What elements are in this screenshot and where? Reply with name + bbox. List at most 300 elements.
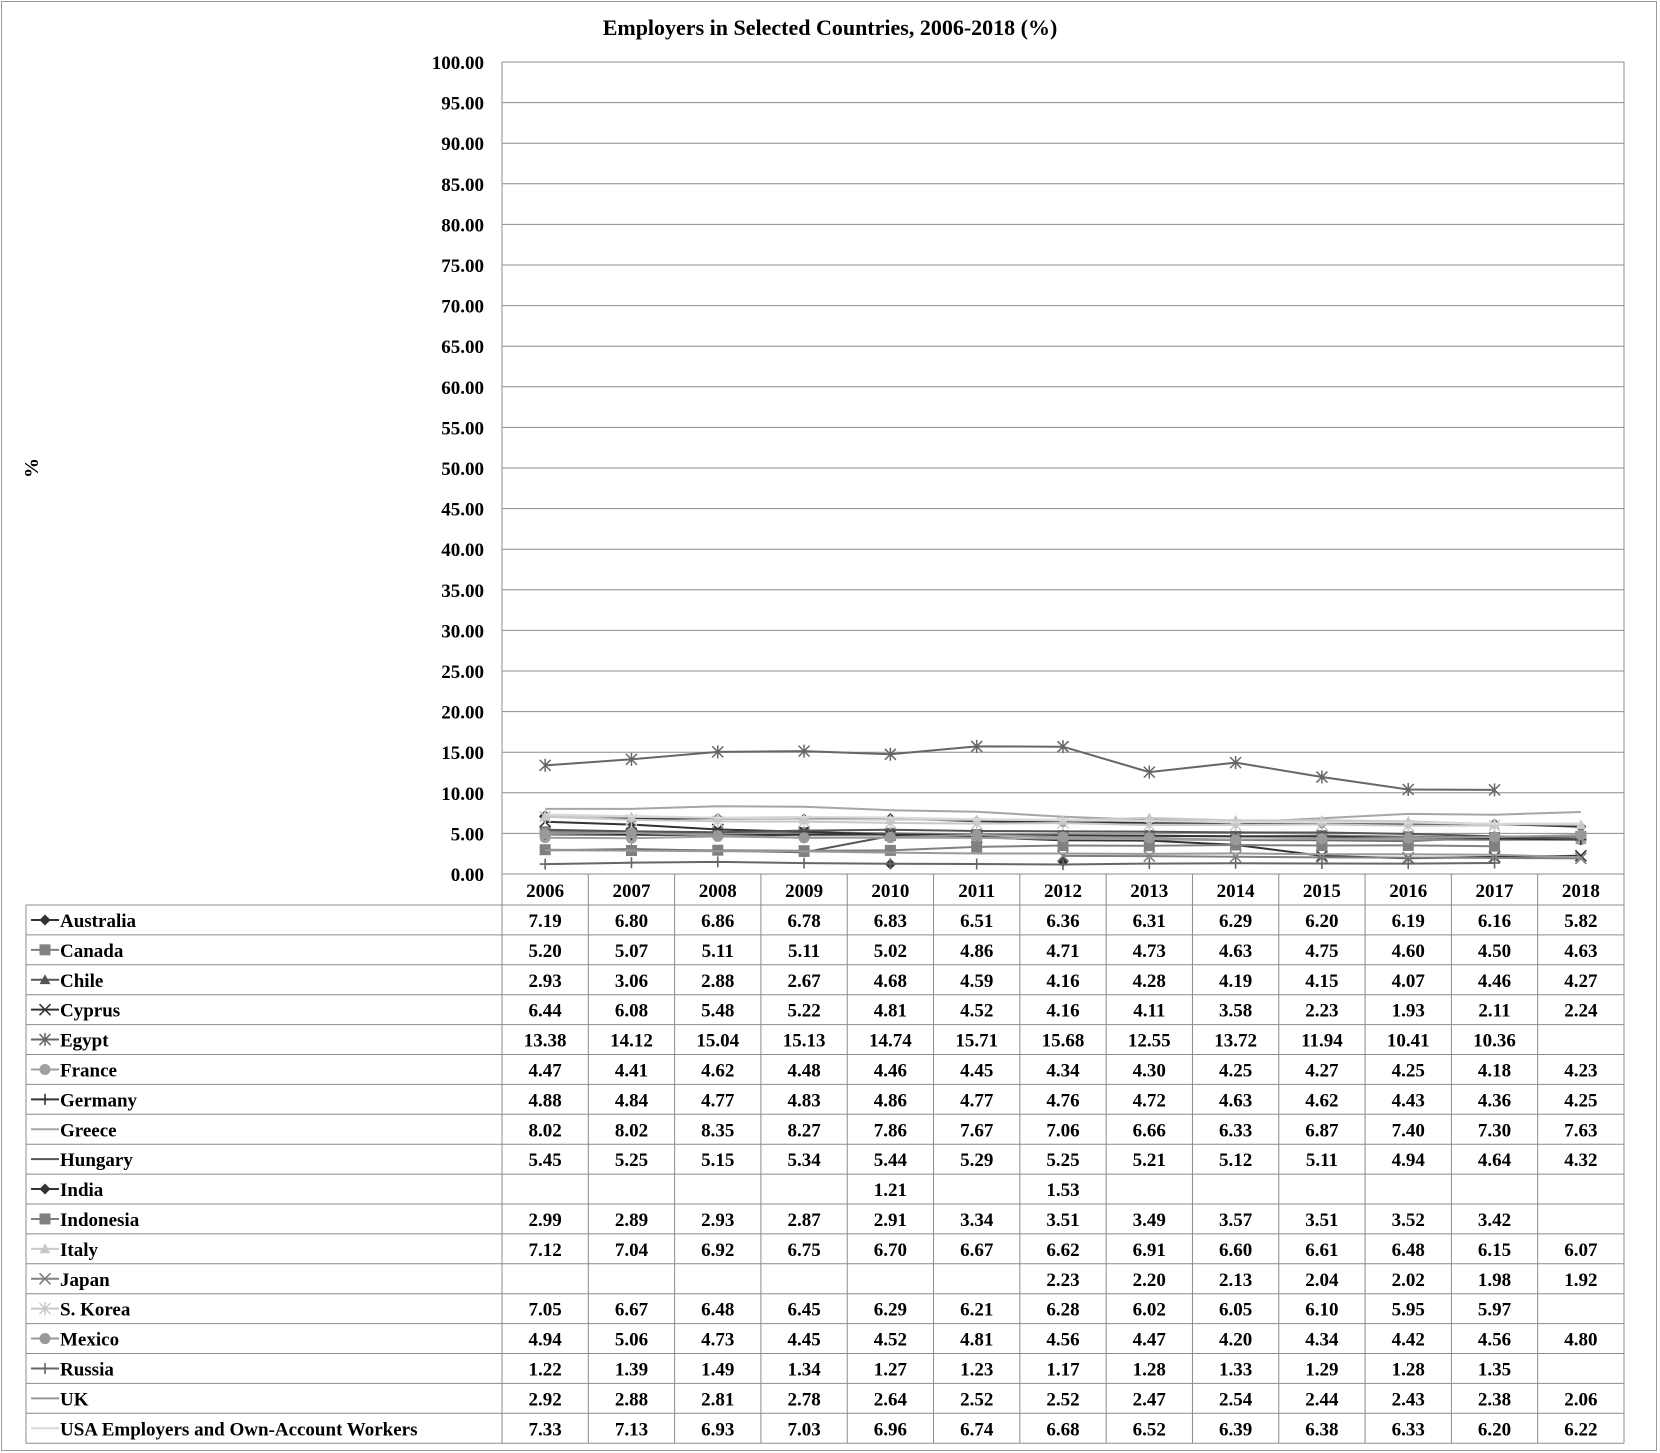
table-value: 3.51 [1305,1209,1339,1231]
table-value: 6.07 [1564,1239,1598,1261]
y-tick-label: 70.00 [441,296,484,318]
circle-marker [1489,831,1500,842]
table-value: 4.34 [1046,1060,1080,1082]
table-value: 6.75 [787,1239,821,1261]
table-value: 1.92 [1564,1269,1598,1291]
legend-key-cyprus [31,1004,59,1015]
x-tick-label: 2016 [1389,881,1428,902]
table-value: 4.25 [1564,1090,1598,1112]
table-value: 5.06 [614,1329,649,1351]
table-value: 7.19 [528,910,562,932]
table-value: 2.99 [528,1209,562,1231]
table-value: 5.22 [787,1000,821,1022]
table-value: 4.60 [1391,940,1425,962]
table-value: 4.62 [701,1060,735,1082]
table-value: 4.18 [1477,1060,1512,1082]
table-value: 5.82 [1564,910,1598,932]
table-value: 6.38 [1305,1419,1339,1441]
table-value: 6.86 [701,910,735,932]
table-value: 7.86 [873,1120,908,1142]
series-line [545,746,1494,790]
table-value: 4.46 [873,1060,908,1082]
table-value: 1.17 [1046,1359,1080,1381]
table-value: 2.87 [787,1209,821,1231]
plus-marker [1489,858,1500,869]
table-value: 2.20 [1132,1269,1166,1291]
table-value: 4.07 [1391,970,1425,992]
table-value: 4.41 [614,1060,649,1082]
table-value: 4.94 [528,1329,562,1351]
table-value: 6.62 [1046,1239,1080,1261]
table-value: 4.62 [1305,1090,1339,1112]
y-tick-label: 25.00 [441,662,484,683]
table-value: 4.50 [1477,940,1512,962]
table-value: 2.43 [1391,1389,1425,1411]
x-tick-label: 2017 [1475,881,1514,902]
table-value: 4.52 [873,1329,908,1351]
y-tick-label: 20.00 [441,702,484,724]
table-value: 2.78 [787,1389,821,1411]
table-value: 4.56 [1477,1329,1512,1351]
table-value: 1.93 [1391,1000,1425,1022]
x-tick-label: 2009 [785,881,824,902]
table-value: 8.35 [701,1120,735,1142]
table-value: 3.57 [1218,1209,1253,1231]
table-value: 6.67 [614,1299,649,1321]
table-value: 4.63 [1564,940,1598,962]
y-tick-label: 85.00 [441,174,484,196]
table-value: 1.21 [873,1180,908,1202]
table-value: 4.84 [614,1090,649,1112]
table-value: 10.36 [1473,1030,1516,1052]
table-value: 4.86 [873,1090,908,1112]
table-value: 5.15 [701,1150,735,1172]
table-value: 7.33 [528,1419,562,1441]
x-tick-label: 2018 [1561,881,1600,902]
table-value: 2.64 [873,1389,908,1411]
table-value: 4.23 [1564,1060,1598,1082]
y-tick-label: 100.00 [431,53,484,74]
table-value: 1.49 [701,1359,735,1381]
table-value: 6.08 [614,1000,649,1022]
circle-marker [971,829,982,840]
table-value: 4.59 [960,970,994,992]
legend-key-egypt [31,1033,59,1046]
table-value: 4.15 [1305,970,1339,992]
table-value: 15.04 [696,1030,740,1052]
table-value: 2.44 [1305,1389,1339,1411]
table-value: 5.11 [1305,1150,1339,1172]
diamond-marker [40,1184,51,1195]
table-value: 6.92 [701,1239,735,1261]
table-value: 6.44 [528,1000,562,1022]
circle-marker [40,1064,51,1075]
table-value: 5.12 [1218,1150,1253,1172]
table-value: 6.05 [1218,1299,1253,1321]
table-value: 5.11 [701,940,734,962]
diamond-marker [40,914,51,925]
table-value: 4.47 [528,1060,562,1082]
legend-label: Mexico [60,1329,120,1351]
table-value: 6.93 [701,1419,735,1441]
table-value: 6.15 [1477,1239,1512,1261]
data-table [26,874,1624,1443]
table-value: 4.46 [1477,970,1512,992]
table-value: 1.39 [614,1359,649,1381]
y-tick-label: 10.00 [441,783,484,805]
x-tick-label: 2015 [1302,881,1341,902]
table-value: 6.83 [873,910,908,932]
table-value: 1.23 [960,1359,994,1381]
table-value: 3.58 [1218,1000,1253,1022]
table-value: 4.75 [1305,940,1339,962]
table-value: 6.48 [701,1299,735,1321]
circle-marker [626,827,637,838]
table-value: 2.13 [1218,1269,1253,1291]
table-value: 4.73 [1132,940,1166,962]
legend-key-australia [31,914,59,925]
y-tick-label: 80.00 [441,215,484,237]
table-value: 1.98 [1477,1269,1512,1291]
table-value: 2.02 [1391,1269,1425,1291]
table-value: 4.48 [787,1060,821,1082]
series-egypt [540,740,1500,796]
legend-key-france [31,1064,59,1075]
y-tick-label: 40.00 [441,540,484,562]
table-value: 8.27 [787,1120,821,1142]
legend-label: Greece [60,1120,117,1142]
table-value: 3.49 [1132,1209,1166,1231]
table-value: 5.07 [614,940,649,962]
table-value: 4.81 [960,1329,994,1351]
table-value: 1.27 [873,1359,908,1381]
table-value: 4.47 [1132,1329,1166,1351]
table-value: 5.29 [960,1150,994,1172]
table-value: 2.93 [701,1209,735,1231]
table-value: 6.48 [1391,1239,1425,1261]
table-value: 5.45 [528,1150,562,1172]
table-value: 1.28 [1391,1359,1425,1381]
table-value: 7.04 [614,1239,649,1261]
plus-marker [971,859,982,870]
table-value: 1.22 [528,1359,562,1381]
table-value: 4.94 [1391,1150,1425,1172]
plus-marker [40,1094,51,1105]
plus-marker [540,859,551,870]
y-axis-ticks [432,53,484,886]
table-value: 4.34 [1305,1329,1339,1351]
circle-marker [1575,830,1586,841]
y-tick-label: 35.00 [441,580,484,602]
legend-key-germany [31,1094,59,1105]
table-value: 6.20 [1477,1419,1512,1441]
table-value: 2.88 [701,970,735,992]
table-value: 6.33 [1218,1120,1253,1142]
table-value: 3.42 [1477,1209,1512,1231]
legend-label: Cyprus [60,1000,121,1022]
table-value: 1.33 [1218,1359,1253,1381]
table-value: 2.88 [614,1389,649,1411]
table-value: 5.95 [1391,1299,1425,1321]
table-value: 4.68 [873,970,908,992]
x-tick-label: 2011 [958,881,996,902]
table-value: 4.11 [1133,1000,1166,1022]
table-value: 13.38 [523,1030,567,1052]
table-value: 6.20 [1305,910,1339,932]
table-value: 4.19 [1218,970,1253,992]
table-value: 6.45 [787,1299,821,1321]
legend-key-japan [31,1273,59,1284]
table-value: 6.39 [1218,1419,1253,1441]
plus-marker [712,856,723,867]
table-value: 2.06 [1564,1389,1598,1411]
plus-marker [40,1363,51,1374]
table-value: 6.61 [1305,1239,1339,1261]
table-value: 6.51 [960,910,994,932]
table-value: 4.42 [1391,1329,1425,1351]
table-value: 6.91 [1132,1239,1166,1261]
table-value: 6.19 [1391,910,1425,932]
table-value: 7.30 [1477,1120,1512,1142]
table-value: 4.25 [1218,1060,1253,1082]
table-value: 6.31 [1132,910,1166,932]
table-value: 7.03 [787,1419,821,1441]
table-value: 8.02 [614,1120,649,1142]
legend-label: Egypt [60,1030,109,1052]
table-value: 2.91 [873,1209,908,1231]
table-value: 6.67 [960,1239,994,1261]
table-value: 5.21 [1132,1150,1166,1172]
table-value: 4.25 [1391,1060,1425,1082]
table-value: 2.23 [1305,1000,1339,1022]
circle-marker [40,1333,51,1344]
table-value: 6.96 [873,1419,908,1441]
table-value: 2.81 [701,1389,735,1411]
series-line [545,862,1494,865]
table-value: 11.94 [1301,1030,1343,1052]
table-value: 5.44 [873,1150,908,1172]
table-value: 4.20 [1218,1329,1253,1351]
table-value: 4.86 [960,940,994,962]
circle-marker [799,832,810,843]
legend-key-mexico [31,1333,59,1344]
table-value: 6.22 [1564,1419,1598,1441]
table-value: 5.97 [1477,1299,1512,1321]
table-value: 4.72 [1132,1090,1166,1112]
table-value: 2.89 [614,1209,649,1231]
table-value: 4.64 [1477,1150,1512,1172]
table-value: 5.02 [873,940,908,962]
legend-key-canada [31,944,59,955]
plus-marker [799,858,810,869]
table-value: 4.77 [701,1090,735,1112]
legend-key-italy [31,1243,59,1253]
table-value: 6.28 [1046,1299,1080,1321]
plus-marker [885,858,896,869]
table-value: 1.35 [1477,1359,1512,1381]
y-tick-label: 60.00 [441,377,484,399]
table-value: 4.71 [1046,940,1080,962]
table-value: 4.27 [1305,1060,1339,1082]
table-value: 6.74 [960,1419,994,1441]
circle-marker [540,828,551,839]
table-value: 4.36 [1477,1090,1512,1112]
table-value: 2.38 [1477,1389,1512,1411]
table-value: 4.83 [787,1090,821,1112]
table-value: 2.23 [1046,1269,1080,1291]
circle-marker [1403,833,1414,844]
table-value: 5.25 [1046,1150,1080,1172]
table-value: 4.45 [960,1060,994,1082]
y-tick-label: 50.00 [441,459,484,480]
x-tick-label: 2010 [871,881,910,902]
legend-key-indonesia [31,1213,59,1224]
table-value: 12.55 [1127,1030,1171,1052]
legend-label: Hungary [60,1150,133,1172]
table-value: 4.56 [1046,1329,1080,1351]
legend-label: USA Employers and Own-Account Workers [60,1419,418,1441]
legend-key-chile [31,974,59,984]
circle-marker [1230,834,1241,845]
table-value: 2.04 [1305,1269,1339,1291]
table-value: 6.66 [1132,1120,1166,1142]
table-value: 4.28 [1132,970,1166,992]
y-tick-label: 5.00 [450,824,484,846]
table-value: 4.63 [1218,940,1253,962]
table-value: 3.52 [1391,1209,1425,1231]
table-value: 7.12 [528,1239,562,1261]
table-value: 6.21 [960,1299,994,1321]
plus-marker [626,857,637,868]
y-tick-label: 0.00 [450,865,484,886]
y-tick-label: 15.00 [441,743,484,765]
y-tick-label: 45.00 [441,499,484,521]
legend-label: UK [60,1389,89,1411]
table-value: 7.06 [1046,1120,1080,1142]
x-tick-label: 2012 [1044,881,1082,902]
table-value: 4.88 [528,1090,562,1112]
table-value: 7.40 [1391,1120,1425,1142]
table-value: 3.34 [960,1209,994,1231]
square-marker [40,1213,51,1224]
table-value: 5.34 [787,1150,821,1172]
plus-marker [1403,858,1414,869]
table-value: 2.93 [528,970,562,992]
table-value: 4.27 [1564,970,1598,992]
table-value: 6.10 [1305,1299,1339,1321]
table-value: 6.52 [1132,1419,1166,1441]
table-value: 2.11 [1478,1000,1511,1022]
table-value: 6.29 [873,1299,908,1321]
table-value: 6.36 [1046,910,1080,932]
x-tick-label: 2013 [1130,881,1169,902]
table-value: 6.80 [614,910,649,932]
table-value: 4.43 [1391,1090,1425,1112]
circle-marker [1316,833,1327,844]
table-value: 4.73 [701,1329,735,1351]
plus-marker [1230,858,1241,869]
table-value: 5.25 [614,1150,649,1172]
table-value: 4.32 [1564,1150,1598,1172]
table-value: 1.34 [787,1359,821,1381]
table-value: 3.06 [614,970,649,992]
table-value: 14.12 [610,1030,653,1052]
table-value: 1.28 [1132,1359,1166,1381]
y-tick-label: 30.00 [441,621,484,643]
table-value: 7.13 [614,1419,649,1441]
table-value: 2.54 [1218,1389,1253,1411]
table-value: 2.52 [960,1389,994,1411]
table-value: 15.13 [782,1030,826,1052]
table-value: 10.41 [1386,1030,1430,1052]
table-value: 5.48 [701,1000,735,1022]
series-line [545,845,1494,851]
table-value: 15.71 [955,1030,999,1052]
y-tick-label: 65.00 [441,337,484,359]
x-tick-label: 2008 [698,881,737,902]
y-tick-label: 95.00 [441,93,484,115]
y-tick-label: 55.00 [441,418,484,440]
table-value: 2.92 [528,1389,562,1411]
y-tick-label: 75.00 [441,256,484,277]
table-value: 6.02 [1132,1299,1166,1321]
legend-label: S. Korea [60,1299,131,1321]
chart-title: Employers in Selected Countries, 2006-2018 (%) [602,15,1058,40]
table-value: 5.20 [528,940,562,962]
legend-key-india [31,1184,59,1195]
table-value: 6.16 [1477,910,1512,932]
x-tick-label: 2007 [612,881,651,902]
table-value: 13.72 [1214,1030,1257,1052]
table-value: 4.77 [960,1090,994,1112]
table-value: 4.45 [787,1329,821,1351]
legend-label: Japan [60,1269,110,1291]
table-value: 8.02 [528,1120,562,1142]
legend-key-russia [31,1363,59,1374]
circle-marker [1144,832,1155,843]
table-value: 6.60 [1218,1239,1253,1261]
table-value: 6.87 [1305,1120,1339,1142]
square-marker [885,845,896,856]
table-value: 14.74 [869,1030,912,1052]
table-value: 2.52 [1046,1389,1080,1411]
table-value: 4.81 [873,1000,908,1022]
legend-label: Australia [60,910,136,932]
table-value: 4.52 [960,1000,994,1022]
y-axis-label: % [21,458,43,478]
table-value: 4.16 [1046,970,1080,992]
table-value: 6.70 [873,1239,908,1261]
table-value: 4.16 [1046,1000,1080,1022]
legend-label: India [60,1180,104,1202]
table-value: 3.51 [1046,1209,1080,1231]
series-lines [540,740,1587,870]
y-tick-label: 90.00 [441,134,484,156]
square-marker [40,944,51,955]
table-value: 7.05 [528,1299,562,1321]
legend-label: France [60,1060,117,1082]
table-value: 1.53 [1046,1180,1080,1202]
legend-label: Canada [60,940,124,962]
circle-marker [885,832,896,843]
table-value: 6.68 [1046,1419,1080,1441]
legend-label: Russia [60,1359,114,1381]
x-tick-label: 2014 [1216,881,1255,902]
legend-key-s-korea [31,1302,59,1315]
table-value: 4.76 [1046,1090,1080,1112]
table-value: 6.29 [1218,910,1253,932]
table-value: 4.63 [1218,1090,1253,1112]
